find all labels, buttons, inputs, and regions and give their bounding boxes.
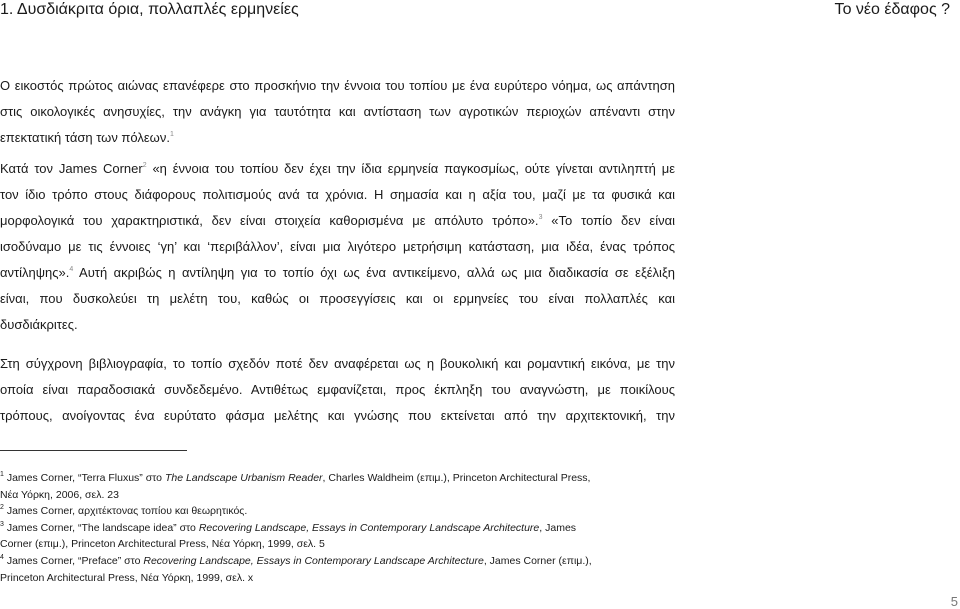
text-line <box>0 125 675 151</box>
footnote-text: James Corner, “Terra Fluxus” στο <box>3 472 165 484</box>
text-line: δυσδιάκριτες. <box>0 317 78 332</box>
text-line: τρόπους, ανοίγοντας ένα ευρύτατο φάσμα μελέτης και γνώσης που εκτείνεται από την αρχιτεκτονική, την <box>0 408 675 423</box>
footnote-1 <box>0 470 675 503</box>
text-span: επεκτατική τάση των πόλεων. <box>0 130 170 145</box>
footnote-2 <box>0 503 675 520</box>
text-line: στις οικολογικές ανησυχίες, την ανάγκη για ταυτότητα και αντίσταση των αγροτικών περιοχών απέναντι στην <box>0 104 675 119</box>
footnote-text: James Corner, “Preface” στο <box>3 554 144 567</box>
footnote-ref[interactable]: 1 <box>169 131 174 138</box>
footnote-text: Νέα Υόρκη, 2006, σελ. 23 <box>0 488 119 501</box>
text-line: οποία είναι παραδοσιακά συνδεδεμένο. Αντιθέτως εμφανίζεται, προς έκπληξη του αναγνώστη, με ποικίλους <box>0 382 675 397</box>
text-span: «η έννοια του τοπίου δεν έχει την ίδια ερμηνεία παγκοσμίως, ούτε γίνεται αντιληπτή με <box>146 161 675 176</box>
text-span: Αυτή ακριβώς η αντίληψη για το τοπίο όχι ως ένα αντικείμενο, αλλά ως μια διαδικασία σε εξέλιξη <box>73 265 675 280</box>
footnote-text: , James Corner (επιμ.), <box>483 554 592 567</box>
paragraph-3 <box>0 351 675 429</box>
text-span: αντίληψης». <box>0 265 70 280</box>
text-line: τον ίδιο τρόπο στους διάφορους πολιτισμούς ανά τα χρόνια. Η σημασία και η αξία του, μαζί με τα φυσικά και <box>0 187 675 202</box>
footnote-text: , James <box>539 521 577 534</box>
footnote-text: , Charles Waldheim (επιμ.), Princeton Architectural Press, <box>322 472 591 484</box>
footnote-number: 3 <box>0 520 4 528</box>
footnote-ref[interactable]: 3 <box>538 214 543 221</box>
footnote-book-title: The Landscape Urbanism Reader <box>164 472 323 484</box>
text-line: Ο εικοστός πρώτος αιώνας επανέφερε στο προσκήνιο την έννοια του τοπίου με ένα ευρύτερο νόημα, ως απάντηση <box>0 78 675 93</box>
footnote-book-title: Recovering Landscape, Essays in Contemporary Landscape Architecture <box>143 554 484 567</box>
footnote-book-title: Recovering Landscape, Essays in Contemporary Landscape Architecture <box>198 521 540 534</box>
footnote-text: James Corner, “The landscape idea” στο <box>3 521 199 534</box>
chapter-title: Το νέο έδαφος ? <box>834 1 950 18</box>
footnote-text: James Corner, αρχιτέκτονας τοπίου και θεωρητικός. <box>3 505 248 518</box>
footnote-separator <box>0 450 187 451</box>
text-line <box>0 260 675 286</box>
footnote-4 <box>0 553 675 586</box>
paragraph-2 <box>0 156 675 338</box>
footnotes <box>0 470 675 586</box>
text-line: Στη σύγχρονη βιβλιογραφία, το τοπίο σχεδόν ποτέ δεν αναφέρεται ως η βουκολική και ρομαντική εικόνα, με την <box>0 356 675 371</box>
text-span: «Το τοπίο δεν είναι <box>542 213 676 228</box>
footnote-number: 1 <box>0 471 4 478</box>
text-line: είναι, που δυσκολεύει τη μελέτη του, καθώς οι προσεγγίσεις και οι ερμηνείες του είναι πολλαπλές και <box>0 291 675 306</box>
text-span: Κατά τον James Corner <box>0 161 143 176</box>
text-line <box>0 156 675 182</box>
footnote-number: 4 <box>0 553 4 561</box>
page-header <box>0 0 960 22</box>
text-span: μορφολογικά του χαρακτηριστικά, δεν είναι στοιχεία καθορισμένα με απόλυτο τρόπο». <box>0 213 539 228</box>
footnote-text: Princeton Architectural Press, Νέα Υόρκη, 1999, σελ. x <box>0 571 254 584</box>
footnote-ref[interactable]: 4 <box>69 266 74 273</box>
page-number: 5 <box>950 594 958 609</box>
text-line <box>0 208 675 234</box>
section-title: 1. Δυσδιάκριτα όρια, πολλαπλές ερμηνείες <box>0 1 299 18</box>
footnote-text: Corner (επιμ.), Princeton Architectural Press, Νέα Υόρκη, 1999, σελ. 5 <box>0 538 325 551</box>
footnote-3 <box>0 520 675 553</box>
footnote-ref[interactable]: 2 <box>142 162 147 169</box>
paragraph-1 <box>0 73 675 151</box>
text-line: ισοδύναμο με τις έννοιες ‘γη’ και ‘περιβάλλον’, είναι μια λιγότερο μετρήσιμη κατάσταση, μια ιδέα, ένας τρόπος <box>0 239 675 254</box>
footnote-number: 2 <box>0 504 4 512</box>
